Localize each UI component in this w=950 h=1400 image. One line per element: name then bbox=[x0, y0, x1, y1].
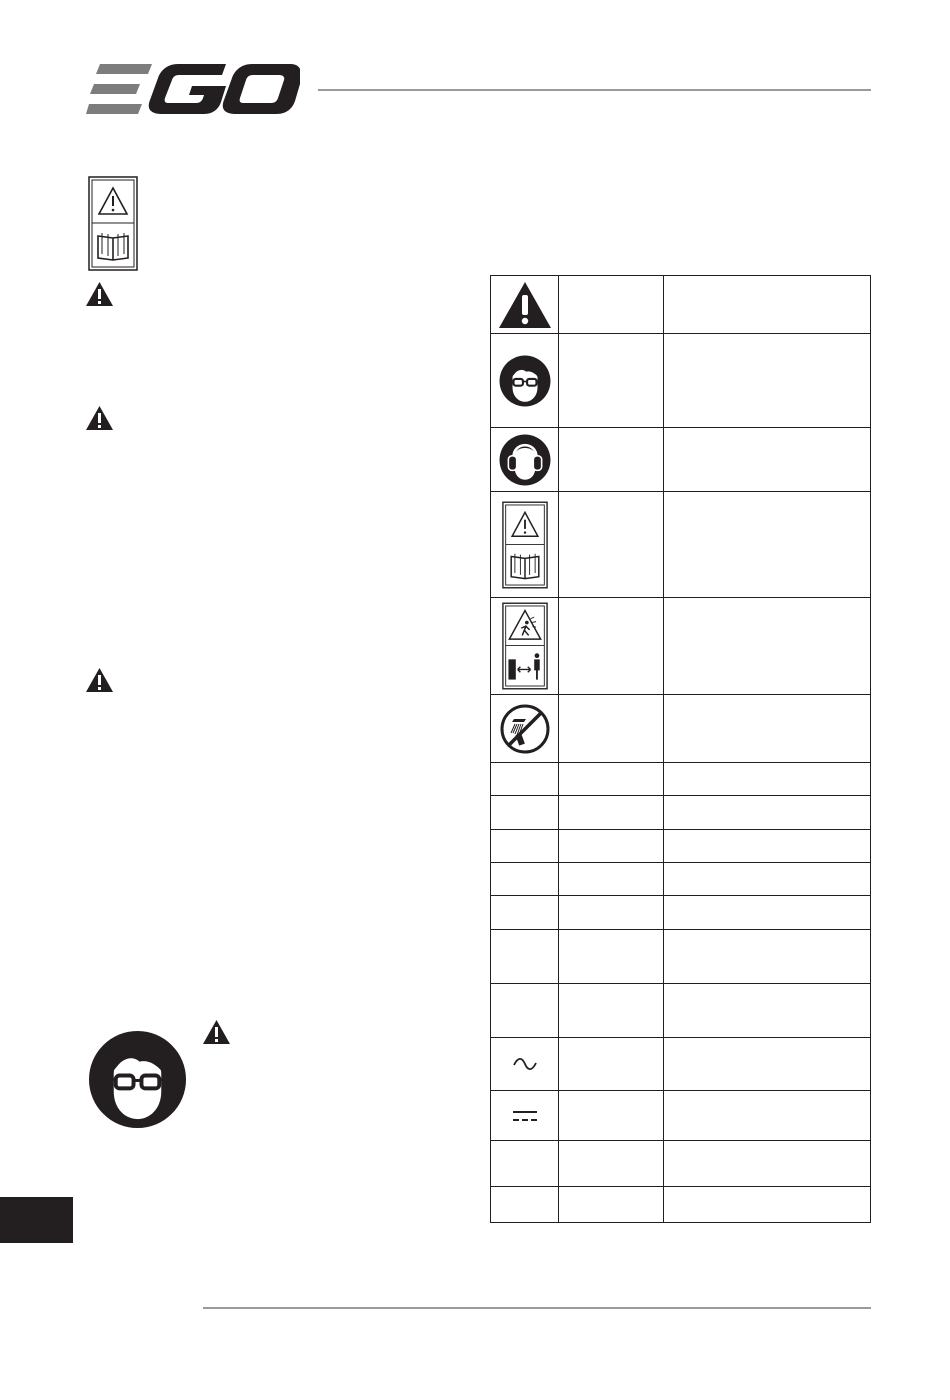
symbol-name bbox=[559, 1038, 664, 1091]
symbol-cell bbox=[491, 863, 559, 896]
safety-alert-triangle-icon bbox=[498, 281, 552, 329]
symbol-description bbox=[664, 1187, 871, 1223]
wear-ear-protection-icon bbox=[499, 434, 551, 486]
symbol-cell bbox=[491, 1141, 559, 1187]
header-rule bbox=[318, 89, 871, 91]
warning-triangle-icon bbox=[86, 668, 113, 692]
symbol-name bbox=[559, 492, 664, 598]
symbol-name bbox=[559, 863, 664, 896]
symbol-cell bbox=[491, 984, 559, 1038]
table-row bbox=[491, 896, 871, 930]
symbol-description bbox=[664, 896, 871, 930]
symbol-cell bbox=[491, 334, 559, 428]
table-row bbox=[491, 1038, 871, 1091]
symbol-description bbox=[664, 1038, 871, 1091]
symbol-description bbox=[664, 863, 871, 896]
table-row bbox=[491, 695, 871, 763]
wear-eye-protection-icon bbox=[499, 355, 551, 407]
symbol-name bbox=[559, 1141, 664, 1187]
symbol-cell bbox=[491, 830, 559, 863]
table-row bbox=[491, 276, 871, 334]
symbol-name bbox=[559, 896, 664, 930]
alternating-current-icon bbox=[512, 1057, 538, 1071]
symbol-description bbox=[664, 598, 871, 695]
table-row bbox=[491, 984, 871, 1038]
symbol-table bbox=[490, 275, 871, 1223]
table-row bbox=[491, 796, 871, 830]
safety-goggles-icon bbox=[88, 1030, 187, 1129]
direct-current-icon bbox=[512, 1110, 538, 1122]
symbol-name bbox=[559, 930, 664, 984]
symbol-description bbox=[664, 796, 871, 830]
symbol-name bbox=[559, 598, 664, 695]
symbol-description bbox=[664, 984, 871, 1038]
symbol-cell bbox=[491, 428, 559, 492]
symbol-name bbox=[559, 695, 664, 763]
symbol-cell bbox=[491, 896, 559, 930]
table-row bbox=[491, 830, 871, 863]
symbol-cell bbox=[491, 598, 559, 695]
symbol-description bbox=[664, 830, 871, 863]
keep-bystanders-away-icon bbox=[502, 601, 548, 691]
read-operators-manual-icon bbox=[502, 499, 548, 591]
table-row bbox=[491, 428, 871, 492]
symbol-description bbox=[664, 1141, 871, 1187]
footer-rule bbox=[203, 1307, 871, 1309]
table-row bbox=[491, 492, 871, 598]
read-manual-label-icon bbox=[88, 176, 138, 271]
symbol-cell bbox=[491, 276, 559, 334]
symbol-name bbox=[559, 984, 664, 1038]
language-side-tab bbox=[0, 1197, 73, 1243]
table-row bbox=[491, 930, 871, 984]
symbol-description bbox=[664, 492, 871, 598]
symbol-name bbox=[559, 334, 664, 428]
table-row bbox=[491, 863, 871, 896]
table-row bbox=[491, 1187, 871, 1223]
symbol-name bbox=[559, 1187, 664, 1223]
table-row bbox=[491, 763, 871, 796]
symbol-cell bbox=[491, 796, 559, 830]
symbol-description bbox=[664, 763, 871, 796]
symbol-description bbox=[664, 695, 871, 763]
symbol-cell bbox=[491, 1091, 559, 1141]
table-row bbox=[491, 334, 871, 428]
symbol-cell bbox=[491, 1038, 559, 1091]
symbol-description bbox=[664, 930, 871, 984]
symbol-description bbox=[664, 1091, 871, 1141]
symbol-cell bbox=[491, 930, 559, 984]
table-row bbox=[491, 1141, 871, 1187]
symbol-name bbox=[559, 830, 664, 863]
table-row bbox=[491, 1091, 871, 1141]
table-row bbox=[491, 598, 871, 695]
symbol-name bbox=[559, 428, 664, 492]
symbol-name bbox=[559, 796, 664, 830]
symbol-cell bbox=[491, 763, 559, 796]
symbol-name bbox=[559, 1091, 664, 1141]
symbol-cell bbox=[491, 1187, 559, 1223]
ego-logo bbox=[86, 64, 300, 114]
symbol-description bbox=[664, 334, 871, 428]
symbol-name bbox=[559, 276, 664, 334]
symbol-description bbox=[664, 276, 871, 334]
warning-triangle-icon bbox=[86, 406, 113, 430]
warning-triangle-icon bbox=[203, 1020, 230, 1044]
do-not-expose-to-rain-icon bbox=[500, 704, 550, 754]
symbol-description bbox=[664, 428, 871, 492]
warning-triangle-icon bbox=[86, 282, 113, 306]
symbol-cell bbox=[491, 695, 559, 763]
symbol-name bbox=[559, 763, 664, 796]
symbol-cell bbox=[491, 492, 559, 598]
